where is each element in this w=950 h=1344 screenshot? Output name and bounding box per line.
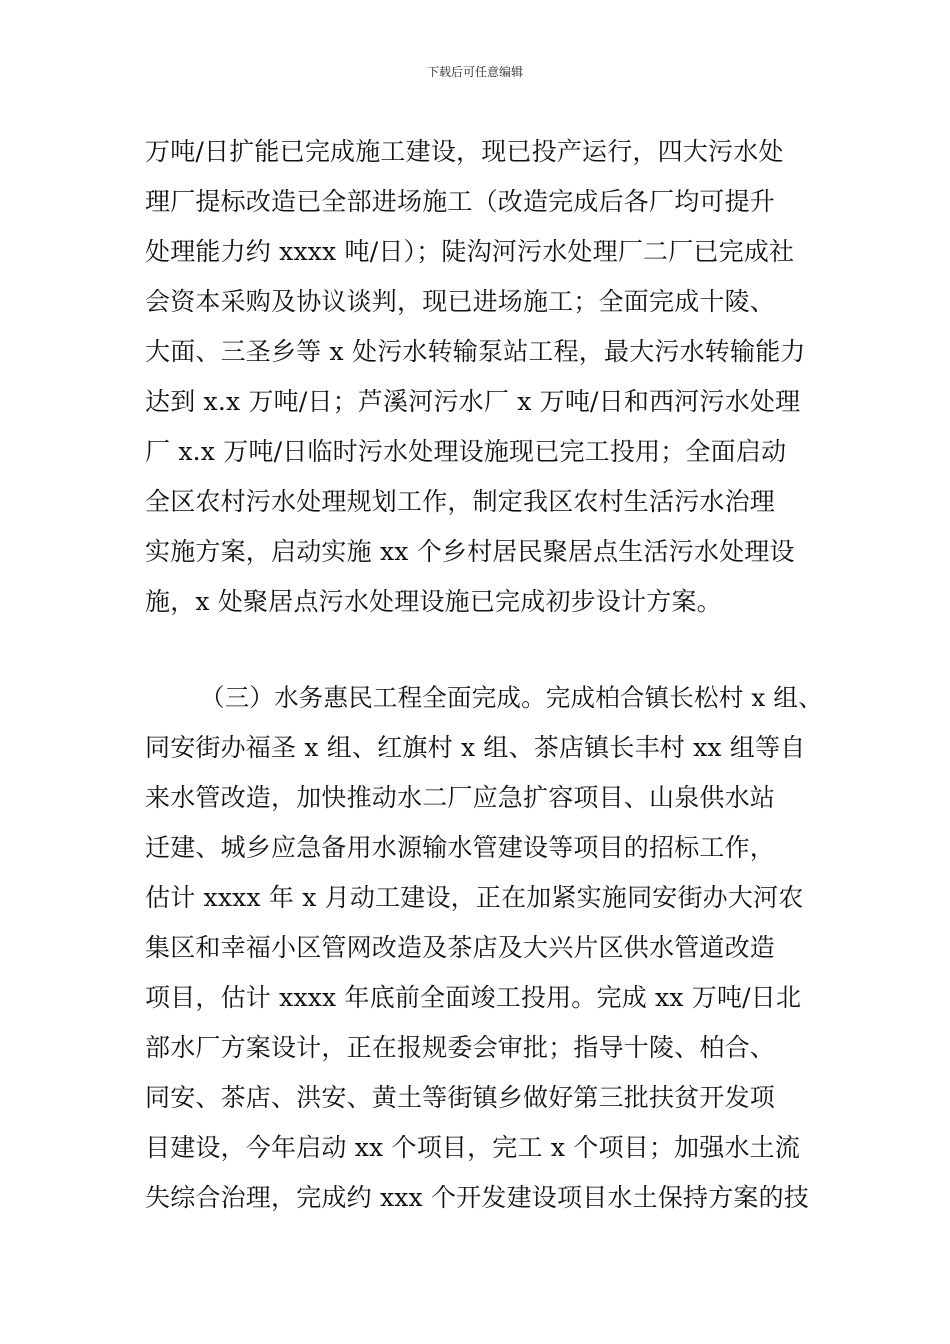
paragraph-line: 估计 xxxx 年 x 月动工建设，正在加紧实施同安街办大河农 — [145, 883, 804, 912]
paragraph-line: 同安街办福圣 x 组、红旗村 x 组、茶店镇长丰村 xx 组等自 — [145, 733, 806, 762]
paragraph-line: 处理能力约 xxxx 吨/日）；陡沟河污水处理厂二厂已完成社 — [145, 237, 795, 266]
paragraph-line: 施，x 处聚居点污水处理设施已完成初步设计方案。 — [145, 587, 722, 616]
paragraph-line: 迁建、城乡应急备用水源输水管建设等项目的招标工作， — [145, 833, 776, 862]
page-header: 下载后可任意编辑 — [426, 65, 523, 79]
paragraph-line: 来水管改造，加快推动水二厂应急扩容项目、山泉供水站 — [145, 783, 776, 812]
paragraph-line: 项目，估计 xxxx 年底前全面竣工投用。完成 xx 万吨/日北 — [145, 983, 802, 1012]
paragraph-line: 厂 x.x 万吨/日临时污水处理设施现已完工投用；全面启动 — [145, 437, 787, 466]
paragraph-line: （三）水务惠民工程全面完成。完成柏合镇长松村 x 组、 — [200, 683, 823, 712]
paragraph-line: 同安、茶店、洪安、黄土等街镇乡做好第三批扶贫开发项 — [145, 1083, 776, 1112]
paragraph-line: 目建设，今年启动 xx 个项目，完工 x 个项目；加强水土流 — [145, 1133, 801, 1162]
paragraph-line: 失综合治理，完成约 xxx 个开发建设项目水土保持方案的技 — [145, 1183, 809, 1212]
paragraph-line: 万吨/日扩能已完成施工建设，现已投产运行，四大污水处 — [145, 137, 784, 166]
paragraph-line: 大面、三圣乡等 x 处污水转输泵站工程，最大污水转输能力 — [145, 337, 806, 366]
paragraph-line: 集区和幸福小区管网改造及茶店及大兴片区供水管道改造 — [145, 933, 776, 962]
paragraph-line: 全区农村污水处理规划工作，制定我区农村生活污水治理 — [145, 487, 776, 516]
paragraph-line: 实施方案，启动实施 xx 个乡村居民聚居点生活污水处理设 — [145, 537, 795, 566]
paragraph-line: 理厂提标改造已全部进场施工（改造完成后各厂均可提升 — [145, 187, 776, 216]
paragraph-line: 达到 x.x 万吨/日；芦溪河污水厂 x 万吨/日和西河污水处理 — [145, 387, 801, 416]
paragraph-line: 部水厂方案设计，正在报规委会审批；指导十陵、柏合、 — [145, 1033, 776, 1062]
paragraph-line: 会资本采购及协议谈判，现已进场施工；全面完成十陵、 — [145, 287, 776, 316]
